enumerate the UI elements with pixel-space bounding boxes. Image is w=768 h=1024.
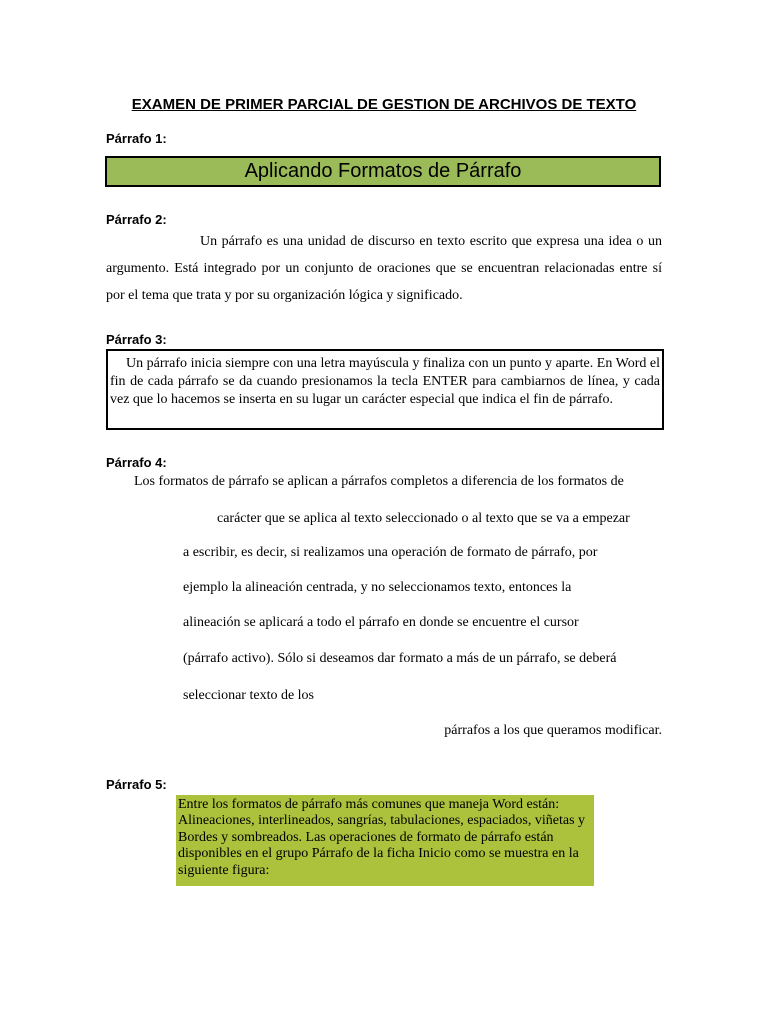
paragraph-3-box xyxy=(106,349,664,430)
paragraph-5-box xyxy=(176,795,594,886)
paragraph-4-line: párrafos a los que queramos modificar. xyxy=(444,723,662,738)
paragraph-4-line: (párrafo activo). Sólo si deseamos dar formato a más de un párrafo, se deberá xyxy=(183,651,617,666)
paragraph-1-heading-box xyxy=(105,156,661,187)
paragraph-2 xyxy=(106,228,662,309)
paragraph-1-label: Párrafo 1: xyxy=(106,131,167,146)
paragraph-5-label: Párrafo 5: xyxy=(106,777,167,792)
paragraph-3-text: Un párrafo inicia siempre con una letra mayúscula y finaliza con un punto y aparte. En Word el fin de cada párrafo se da cuando presionamos la tecla ENTER para cambiarnos de línea, y cada vez que lo hacemos se inserta en su lugar un carácter especial que indica el fin de párrafo. xyxy=(110,356,660,407)
paragraph-1-heading: Aplicando Formatos de Párrafo xyxy=(244,160,522,182)
paragraph-3-label: Párrafo 3: xyxy=(106,332,167,347)
paragraph-2-label: Párrafo 2: xyxy=(106,212,167,227)
paragraph-4-line: alineación se aplicará a todo el párrafo en donde se encuentre el cursor xyxy=(183,615,579,630)
paragraph-4-line: Los formatos de párrafo se aplican a párrafos completos a diferencia de los formatos de xyxy=(134,474,624,489)
paragraph-4-line: ejemplo la alineación centrada, y no seleccionamos texto, entonces la xyxy=(183,580,572,595)
paragraph-2-text: Un párrafo es una unidad de discurso en texto escrito que expresa una idea o un argumento. Está integrado por un conjunto de oraciones que se encuentran relacionadas entre sí por el tema que trata y por su organización lógica y significado. xyxy=(106,234,662,303)
paragraph-4-line: a escribir, es decir, si realizamos una operación de formato de párrafo, por xyxy=(183,545,598,560)
paragraph-4-label: Párrafo 4: xyxy=(106,455,167,470)
paragraph-4-line: seleccionar texto de los xyxy=(183,688,315,703)
paragraph-5-text: Entre los formatos de párrafo más comunes que maneja Word están: Alineaciones, interlineados, sangrías, tabulaciones, espaciados, viñetas y Bordes y sombreados. Las operaciones de formato de párrafo están disponibles en el grupo Párrafo de la ficha Inicio como se muestra en la siguiente figura: xyxy=(178,797,586,878)
paragraph-4-line: carácter que se aplica al texto seleccionado o al texto que se va a empezar xyxy=(217,511,630,526)
document-title: EXAMEN DE PRIMER PARCIAL DE GESTION DE ARCHIVOS DE TEXTO xyxy=(131,96,637,113)
